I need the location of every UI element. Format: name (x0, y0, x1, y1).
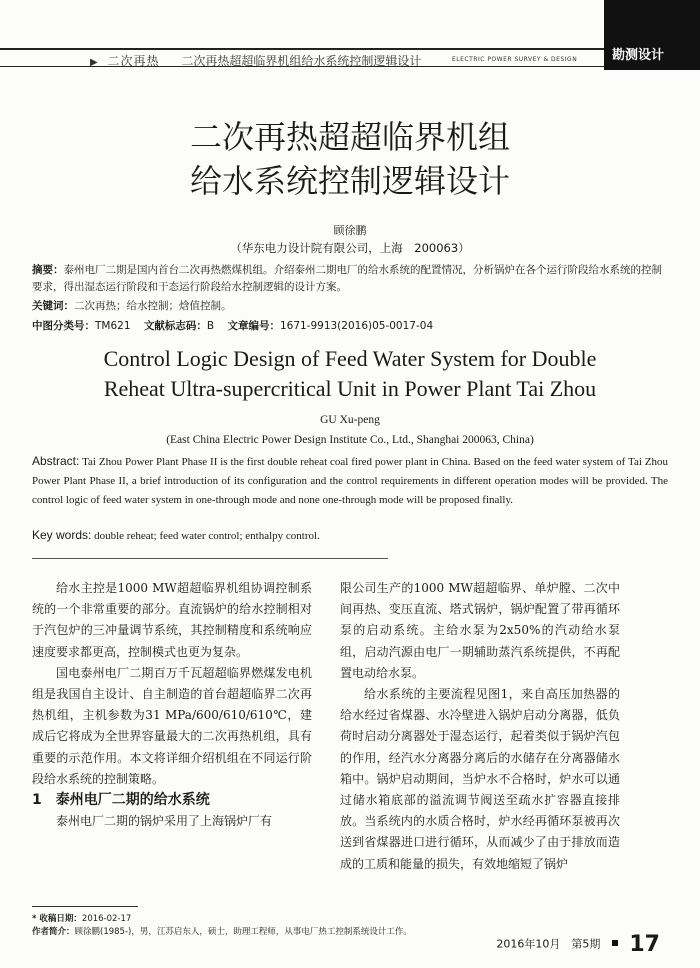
abstract-cn-text: 泰州电厂二期是国内首台二次再热燃煤机组。介绍泰州二期电厂的给水系统的配置情况，分析锅炉在各个运行阶段给水系统的控制要求，得出湿态运行阶段和干态运行阶段给水控制逻辑的设计方案。 (32, 264, 662, 293)
keywords-en-label: Key words: (32, 528, 92, 542)
footnote-received-label: * 收稿日期： (32, 914, 82, 924)
body-paragraph: 给水系统的主要流程见图1，来自高压加热器的给水经过省煤器、水冷壁进入锅炉启动分离器，低负荷时启动分离器处于湿态运行，起着类似于锅炉汽包的作用，经汽水分离器分离后的水储存在分离器储水箱中。锅炉启动期间，当炉水不合格时，炉水可以通过储水箱底部的溢流调节阀送至疏水扩容器直接排放。当系统内的水质合格时，炉水经再循环泵被再次送到省煤器进口进行循环，从而减少了由于排放而造成的工质和能量的损失，有效地缩短了锅炉 (340, 687, 620, 871)
abstract-en (32, 452, 668, 510)
body-paragraph: 泰州电厂二期的锅炉采用了上海锅炉厂有 (56, 814, 273, 829)
art-value: 1671-9913(2016)05-0017-04 (279, 320, 434, 332)
footer-issue: 2016年10月 第5期 (496, 937, 601, 951)
abstract-cn-label: 摘要： (32, 264, 64, 276)
page-footer (496, 932, 660, 957)
title-cn-line1: 二次再热超超临界机组 (189, 118, 510, 156)
header-rule-top (0, 48, 604, 50)
classification-line (32, 318, 668, 335)
footnote-received (32, 912, 131, 924)
square-bullet-icon (612, 940, 618, 946)
page-number: 17 (629, 932, 660, 957)
keywords-en (32, 528, 668, 542)
affiliation-cn: （华东电力设计院有限公司，上海 200063） (230, 241, 470, 255)
running-header (90, 52, 421, 69)
body-column-left (32, 578, 312, 832)
abstract-en-text: Tai Zhou Power Plant Phase II is the first double reheat coal fired power plant in China. Based on the feed water system of Tai Zhou Power Plant Phase II, a brief introduction of its configuration and the control requirements in different operation modes will be provided. The control logic of feed water system in one-through mode and none one-through mode will be proposed finally. (32, 456, 668, 506)
doc-label: 文献标志码： (143, 320, 207, 332)
body-paragraph: 限公司生产的1000 MW超超临界、单炉膛、二次中间再热、变压直流、塔式锅炉，锅炉配置了带再循环泵的启动系统。主给水泵为2x50%的汽动给水泵组，启动汽源由电厂一期辅助蒸汽系统提供，不再配置电动给水泵。 (340, 581, 620, 680)
body-paragraph: 给水主控是1000 MW超超临界机组协调控制系统的一个非常重要的部分。直流锅炉的给水控制相对于汽包炉的三冲量调节系统，其控制精度和系统响应速度要求都更高，控制模式也更为复杂。 (32, 581, 312, 659)
abstract-en-label: Abstract: (32, 454, 80, 468)
arrow-icon: ▶ (90, 57, 98, 68)
title-en-line2: Reheat Ultra-supercritical Unit in Power Plant Tai Zhou (103, 376, 597, 401)
footnote-received-value: 2016-02-17 (81, 914, 132, 924)
header-column-name: 勘测设计 (612, 48, 665, 63)
section-heading-1: 1 泰州电厂二期的给水系统 (32, 792, 210, 809)
author-cn: 顾徐鹏 (333, 224, 367, 237)
clc-label: 中图分类号： (32, 320, 95, 332)
footnote-author-label: 作者简介： (32, 927, 75, 937)
keywords-cn-text: 二次再热；给水控制；焓值控制。 (74, 300, 232, 312)
affiliation-en: (East China Electric Power Design Institute Co., Ltd., Shanghai 200063, China) (166, 434, 534, 446)
header-column-block (452, 0, 700, 70)
footnote-author (32, 925, 412, 937)
body-column-right (340, 578, 620, 875)
title-en-line1: Control Logic Design of Feed Water System for Double (103, 346, 597, 371)
header-column-name-en: ELECTRIC POWER SURVEY & DESIGN (452, 56, 578, 63)
footnote-author-value: 顾徐鹏(1985-)，男，江苏启东人，硕士，助理工程师，从事电厂热工控制系统设计工作。 (74, 927, 412, 937)
clc-value: TM621 (95, 320, 131, 332)
abstract-divider (32, 558, 388, 559)
body-paragraph: 国电泰州电厂二期百万千瓦超超临界燃煤发电机组是我国自主设计、自主制造的首台超超临界二次再热机组，主机参数为31 MPa/600/610/610℃，建成后它将成为全世界容量最大的二次再热机组，具有重要的示范作用。本文将详细介绍机组在不同运行阶段给水系统的控制策略。 (32, 665, 312, 786)
keywords-cn (32, 298, 668, 315)
art-label: 文章编号： (227, 320, 280, 332)
footnote-rule (32, 906, 138, 907)
header-running-title: 二次再热超超临界机组给水系统控制逻辑设计 (181, 54, 422, 68)
doc-value: B (206, 320, 215, 332)
keywords-en-text: double reheat; feed water control; enthalpy control. (94, 530, 320, 542)
keywords-cn-label: 关键词： (32, 300, 74, 312)
header-section: 二次再热 (107, 54, 160, 68)
title-cn-line2: 给水系统控制逻辑设计 (189, 162, 510, 200)
author-en: GU Xu-peng (320, 414, 380, 426)
abstract-cn (32, 262, 668, 296)
